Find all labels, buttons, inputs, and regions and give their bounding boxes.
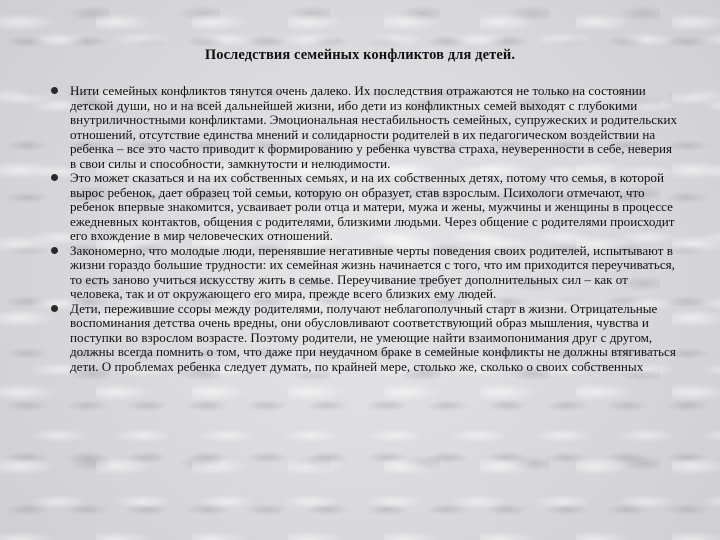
bullet-icon bbox=[51, 87, 58, 94]
bullet-list bbox=[50, 84, 680, 374]
bullet-icon bbox=[51, 305, 58, 312]
list-item-text: Это может сказаться и на их собственных семьях, и на их собственных детях, потому что семья, в которой вырос ребенок, дает образец той семьи, которую он образует, став взрослым. Психологи отмечают, что ребенок впервые знакомится, усваивает роли отца и матери, мужа и жены, мужчины и женщины в процессе ежедневных контактов, общения с родителями, близкими людьми. Через общение с родителями происходит его вхождение в мир человеческих отношений. bbox=[70, 170, 675, 243]
list-item-text: Дети, пережившие ссоры между родителями, получают неблагополучный старт в жизни. Отрицательные воспоминания детства очень вредны, они обусловливают соответствующий образ мышления, чувства и поступки во взрослом возрасте. Поэтому родители, не умеющие найти взаимопонимания друг с другом, должны всегда помнить о том, что даже при неудачном браке в семейные конфликты не должны втягиваться дети. О проблемах ребенка следует думать, по крайней мере, столько же, сколько о своих собственных bbox=[70, 300, 676, 374]
list-item bbox=[50, 244, 680, 302]
list-item-text: Закономерно, что молодые люди, перенявшие негативные черты поведения своих родителей, испытывают в жизни гораздо большие трудности: их семейная жизнь начинается с того, что им приходится переучиваться, то есть заново учиться искусству жить в семье. Переучивание требует дополнительных сил – как от человека, так и от окружающего его мира, прежде всего близких ему людей. bbox=[70, 242, 675, 301]
list-item-text: Нити семейных конфликтов тянутся очень далеко. Их последствия отражаются не только на состоянии детской души, но и на всей дальнейшей жизни, ибо дети из конфликтных семей выходят с глубокими внутриличностными конфликтами. Эмоциональная нестабильность семейных, супружеских и родительских отношений, отсутствие единства мнений и солидарности родителей в их педагогическом воздействии на ребенка – все это часто приводит к формированию у ребенка чувства страха, неуверенности в себе, неверия в свои силы и способности, замкнутости и нелюдимости. bbox=[70, 83, 678, 171]
list-item bbox=[50, 302, 680, 375]
slide-title: Последствия семейных конфликтов для детей. bbox=[204, 47, 516, 63]
bullet-icon bbox=[51, 174, 58, 181]
list-item bbox=[50, 171, 680, 244]
bullet-icon bbox=[51, 247, 58, 254]
list-item bbox=[50, 84, 680, 171]
